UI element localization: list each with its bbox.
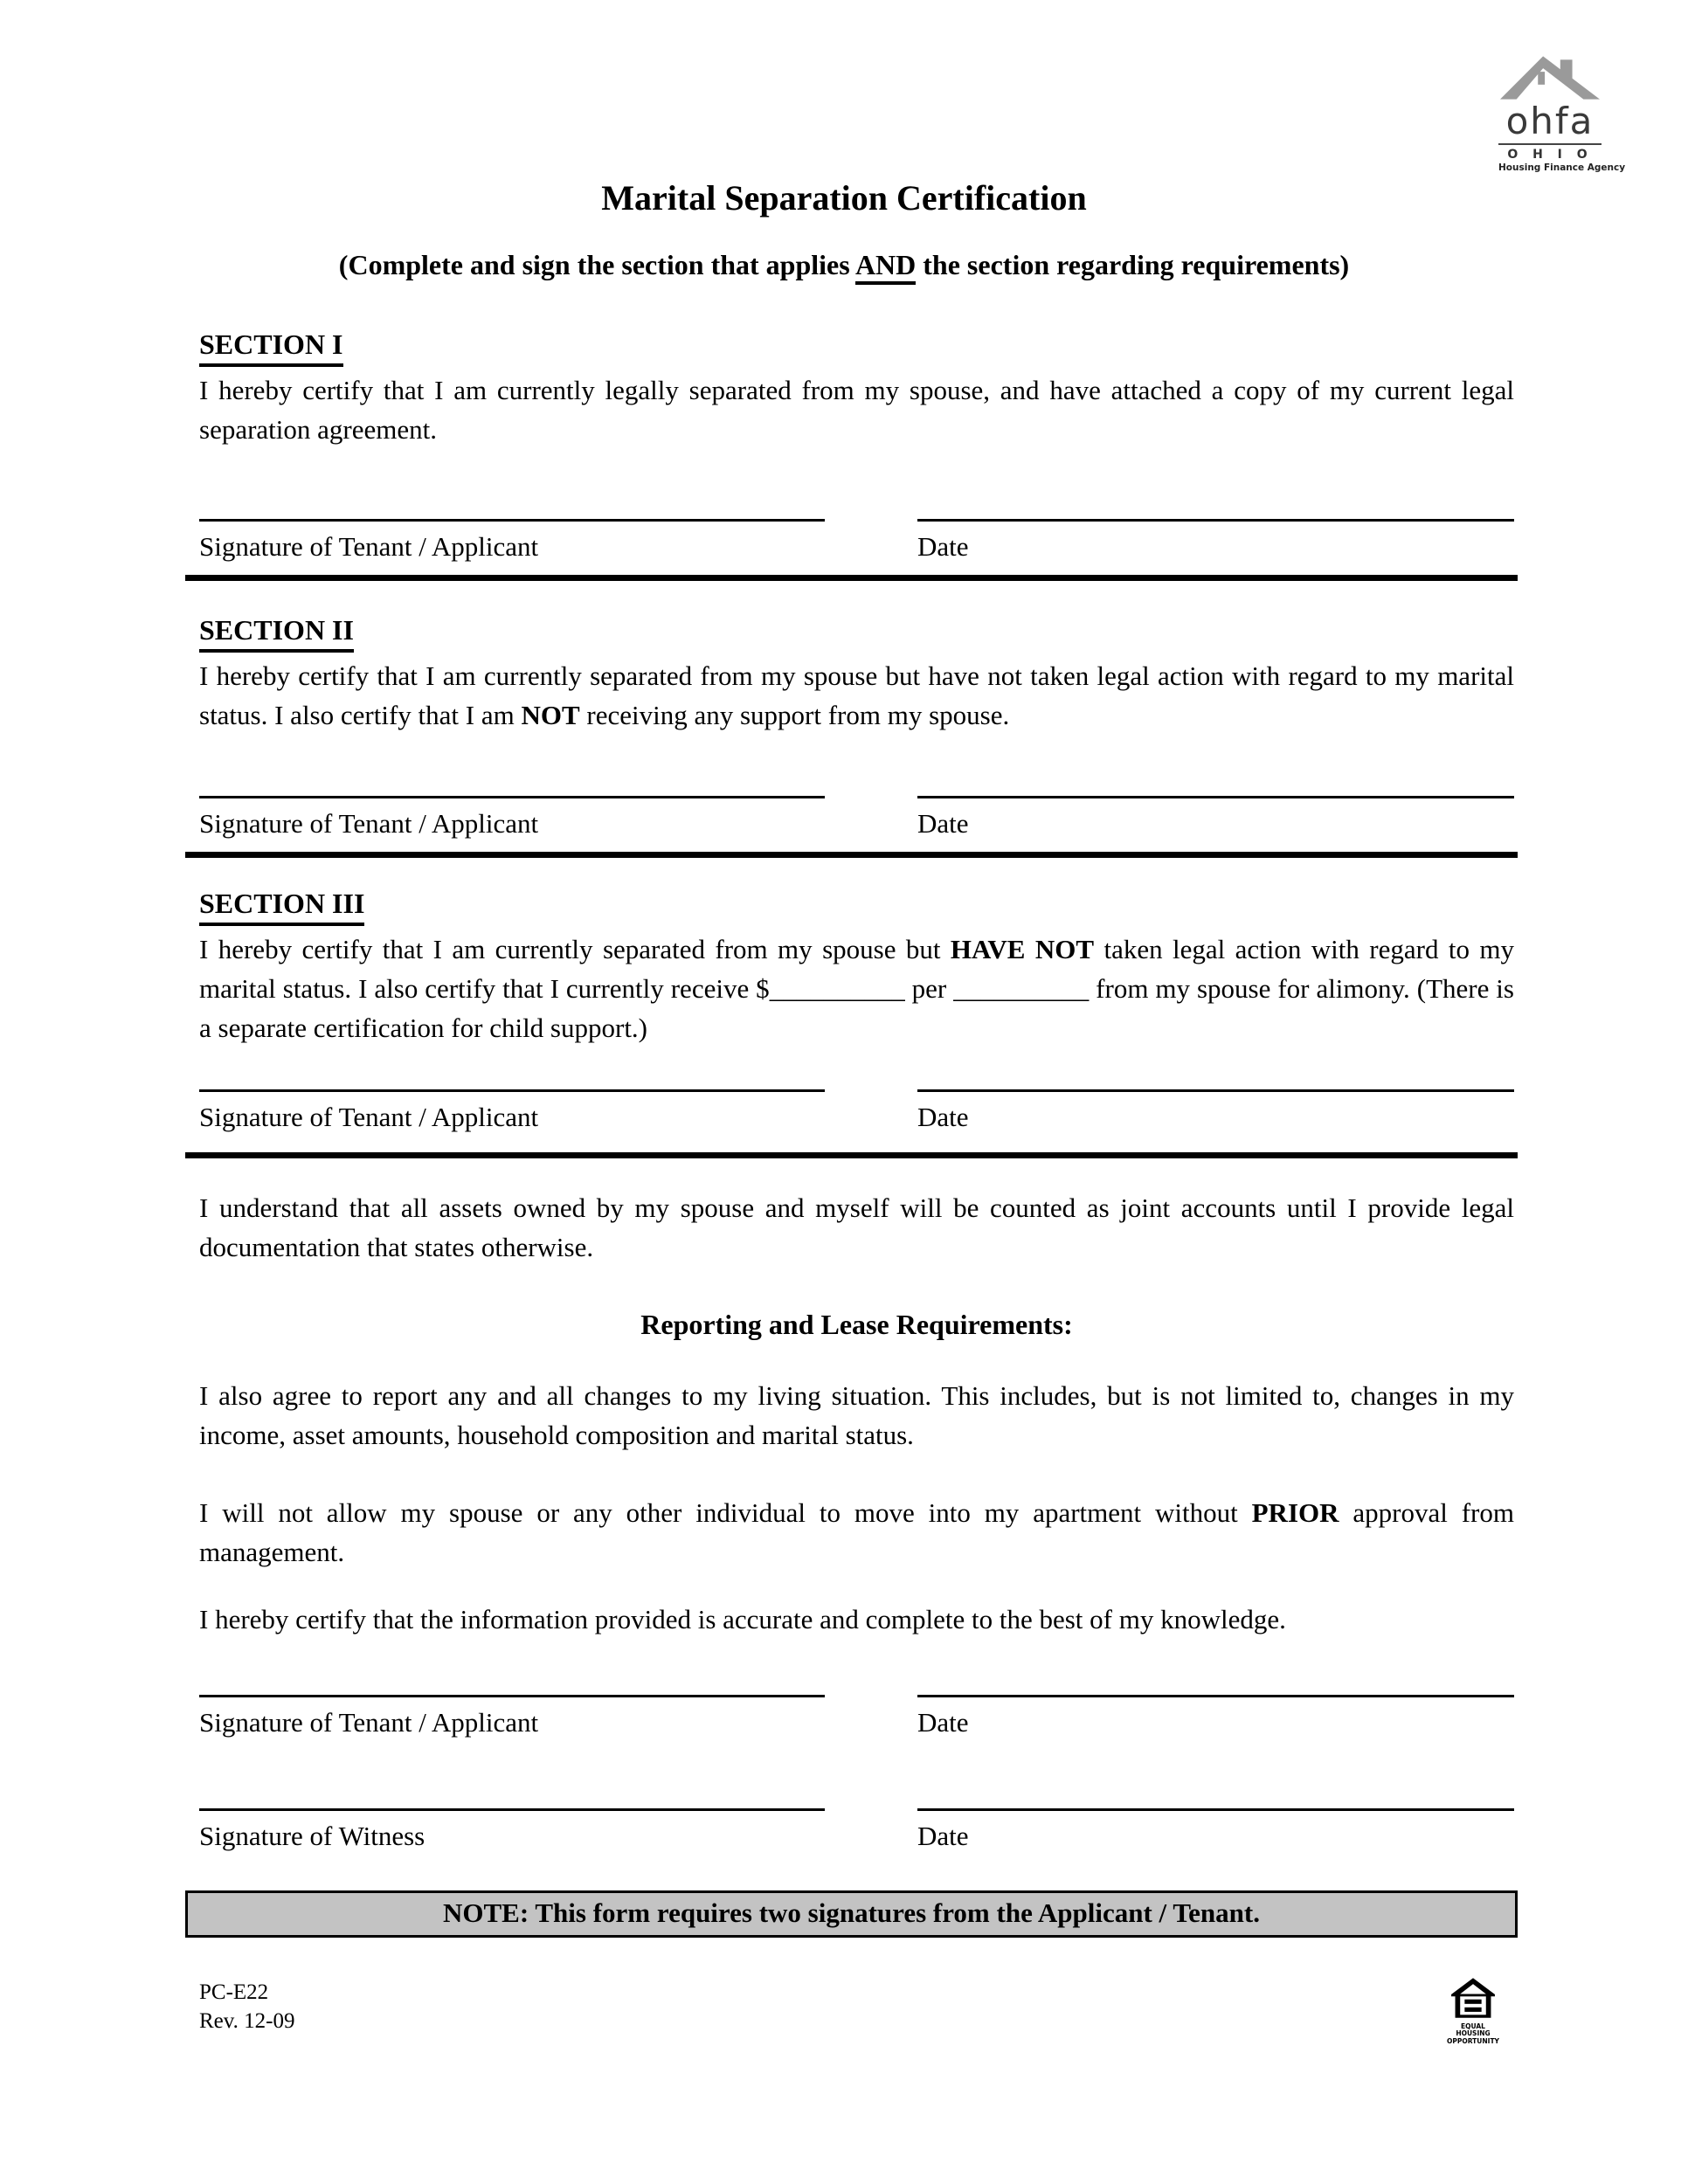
instructions-post: the section regarding requirements) [916, 249, 1350, 280]
ohfa-state-label: O H I O [1507, 148, 1593, 162]
final-tenant-signature-line[interactable] [199, 1695, 825, 1697]
section-3-heading: SECTION III [199, 886, 1514, 926]
equal-housing-logo [1444, 1978, 1502, 2046]
witness-signature-line[interactable] [199, 1808, 825, 1811]
form-revision: Rev. 12-09 [199, 2008, 295, 2033]
section-1-text: I hereby certify that I am currently legally separated from my spouse, and have attached a copy of my current legal separation agreement. [199, 374, 1514, 445]
section-divider [185, 852, 1518, 858]
section-3-signature-line[interactable] [199, 1089, 825, 1092]
two-signatures-note: NOTE: This form requires two signatures from the Applicant / Tenant. [185, 1890, 1518, 1938]
date-label: Date [917, 1101, 969, 1132]
date-label: Date [917, 1820, 969, 1851]
have-not-emphasis: HAVE NOT [950, 933, 1095, 964]
signature-of-tenant-label: Signature of Tenant / Applicant [199, 1101, 539, 1132]
section-2-date-line[interactable] [917, 796, 1514, 798]
signature-of-tenant-label: Signature of Tenant / Applicant [199, 807, 539, 839]
instructions-pre: (Complete and sign the section that applies [338, 249, 855, 280]
alimony-frequency-blank[interactable]: __________ [953, 972, 1090, 1004]
section-3-signature-row [199, 1089, 1514, 1137]
section-2-heading: SECTION II [199, 612, 1514, 653]
section-1-signature-line[interactable] [199, 519, 825, 522]
instructions-and: AND [855, 249, 916, 285]
page-title: Marital Separation Certification [601, 178, 1087, 218]
ohfa-roof-icon [1498, 54, 1602, 101]
date-label: Date [917, 530, 969, 562]
section-divider [185, 575, 1518, 581]
no-move-in-statement: I will not allow my spouse or any other individual to move into my apartment without PRIOR approval from management. [199, 1496, 1514, 1567]
form-instructions [0, 245, 1688, 285]
section-3-text: I hereby certify that I am currently separated from my spouse but HAVE NOT taken legal action with regard to my marital status. I also certify that I currently receive $__________ per __________ from my spouse for alimony. (There is a separate certification for child support.) [199, 933, 1514, 1043]
report-changes-statement: I also agree to report any and all changes to my living situation. This includes, but is not limited to, changes in my income, asset amounts, household composition and marital status. [199, 1379, 1514, 1450]
equal-housing-label: EQUAL HOUSING OPPORTUNITY [1446, 2022, 1499, 2045]
witness-signature-row [199, 1808, 1514, 1856]
form-body [199, 327, 1514, 1938]
section-1-signature-row [199, 519, 1514, 566]
equal-housing-icon [1451, 1978, 1495, 2018]
date-label: Date [917, 1706, 969, 1738]
witness-date-line[interactable] [917, 1808, 1514, 1811]
not-emphasis: NOT [521, 699, 580, 730]
ohfa-agency-label: Housing Finance Agency [1498, 162, 1626, 173]
signature-of-witness-label: Signature of Witness [199, 1820, 425, 1851]
section-1-heading: SECTION I [199, 327, 1514, 367]
alimony-amount-blank[interactable]: __________ [769, 972, 905, 1004]
ohfa-logo [1498, 54, 1626, 173]
date-label: Date [917, 807, 969, 839]
requirements-heading: Reporting and Lease Requirements: [640, 1308, 1073, 1340]
section-2-signature-line[interactable] [199, 796, 825, 798]
section-2-text: I hereby certify that I am currently separated from my spouse but have not taken legal action with regard to my marital status. I also certify that I am NOT receiving any support from my spouse. [199, 660, 1514, 730]
joint-accounts-statement: I understand that all assets owned by my spouse and myself will be counted as joint accounts until I provide legal documentation that states otherwise. [199, 1192, 1514, 1262]
signature-of-tenant-label: Signature of Tenant / Applicant [199, 1706, 539, 1738]
form-id-block [199, 1978, 294, 2035]
section-1-date-line[interactable] [917, 519, 1514, 522]
section-divider [185, 1152, 1518, 1158]
ohfa-wordmark: ohfa [1505, 100, 1595, 142]
final-tenant-signature-row [199, 1695, 1514, 1742]
prior-emphasis: PRIOR [1251, 1496, 1339, 1528]
section-2-signature-row [199, 796, 1514, 843]
section-3-date-line[interactable] [917, 1089, 1514, 1092]
signature-of-tenant-label: Signature of Tenant / Applicant [199, 530, 539, 562]
ohfa-rule [1498, 143, 1602, 145]
final-tenant-date-line[interactable] [917, 1695, 1514, 1697]
form-number: PC-E22 [199, 1980, 269, 2004]
page-footer [199, 1978, 1502, 2046]
accuracy-statement: I hereby certify that the information provided is accurate and complete to the best of my knowledge. [199, 1603, 1286, 1635]
